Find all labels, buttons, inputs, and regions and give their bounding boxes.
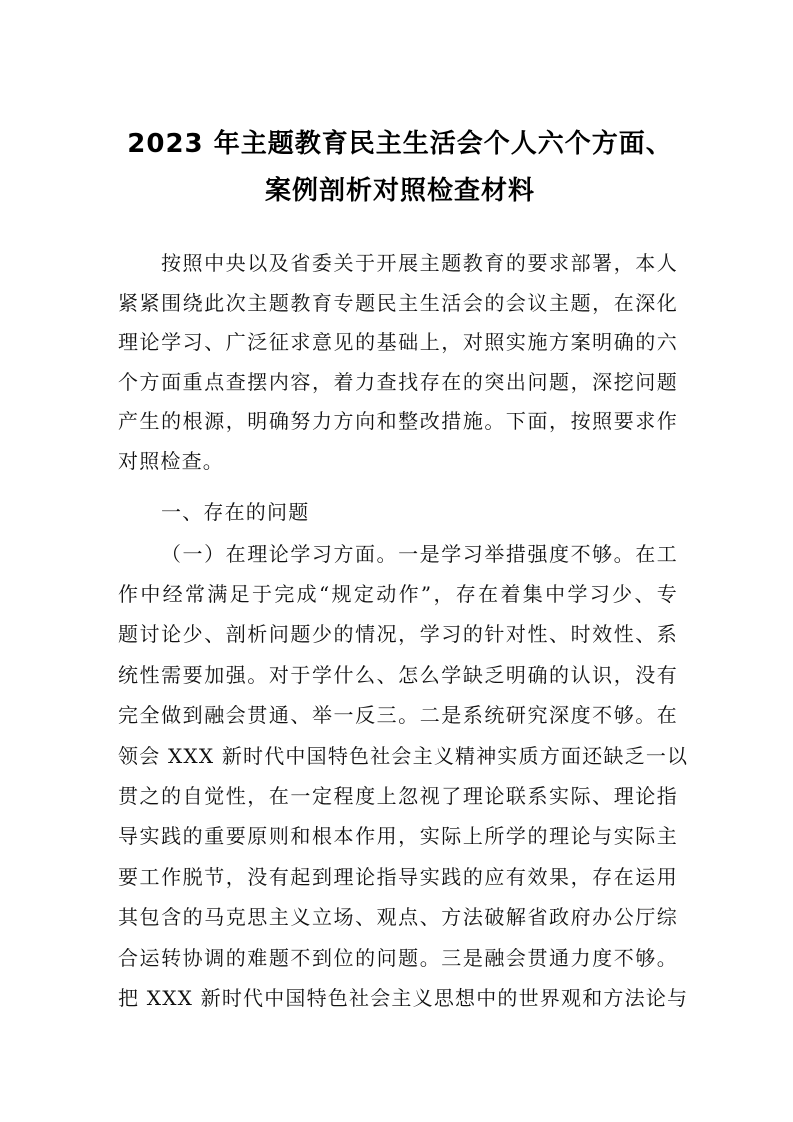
paragraph-line: 对照检查。	[118, 449, 224, 473]
paragraph-line: 合运转协调的难题不到位的问题。三是融会贯通力度不够。	[118, 946, 678, 970]
paragraph-line: 按照中央以及省委关于开展主题教育的要求部署，本人	[161, 251, 678, 275]
paragraph-line: 要工作脱节，没有起到理论指导实践的应有效果，存在运用	[118, 865, 678, 889]
document-title-line-1: 2023 年主题教育民主生活会个人六个方面、	[127, 129, 673, 159]
paragraph-line: 贯之的自觉性，在一定程度上忽视了理论联系实际、理论指	[118, 784, 678, 808]
paragraph-line: 个方面重点查摆内容，着力查找存在的突出问题，深挖问题	[118, 370, 678, 394]
section-heading: 一、存在的问题	[161, 500, 310, 524]
paragraph-line: 其包含的马克思主义立场、观点、方法破解省政府办公厅综	[118, 905, 678, 929]
paragraph-line: 产生的根源，明确努力方向和整改措施。下面，按照要求作	[118, 409, 678, 433]
paragraph-line: 完全做到融会贯通、举一反三。二是系统研究深度不够。在	[118, 703, 678, 727]
paragraph-line: 作中经常满足于完成“规定动作”，存在着集中学习少、专	[118, 582, 678, 606]
document-title-line-2: 案例剖析对照检查材料	[264, 176, 535, 206]
paragraph-line: 领会 XXX 新时代中国特色社会主义精神实质方面还缺乏一以	[118, 744, 689, 768]
paragraph-line: 把 XXX 新时代中国特色社会主义思想中的世界观和方法论与	[118, 986, 689, 1010]
paragraph-line: 题讨论少、剖析问题少的情况，学习的针对性、时效性、系	[118, 622, 678, 646]
paragraph-line: （一）在理论学习方面。一是学习举措强度不够。在工	[161, 542, 678, 566]
paragraph-line: 紧紧围绕此次主题教育专题民主生活会的会议主题，在深化	[118, 291, 678, 315]
paragraph-line: 理论学习、广泛征求意见的基础上，对照实施方案明确的六	[118, 330, 678, 354]
paragraph-line: 导实践的重要原则和根本作用，实际上所学的理论与实际主	[118, 824, 678, 848]
paragraph-line: 统性需要加强。对于学什么、怎么学缺乏明确的认识，没有	[118, 663, 678, 687]
